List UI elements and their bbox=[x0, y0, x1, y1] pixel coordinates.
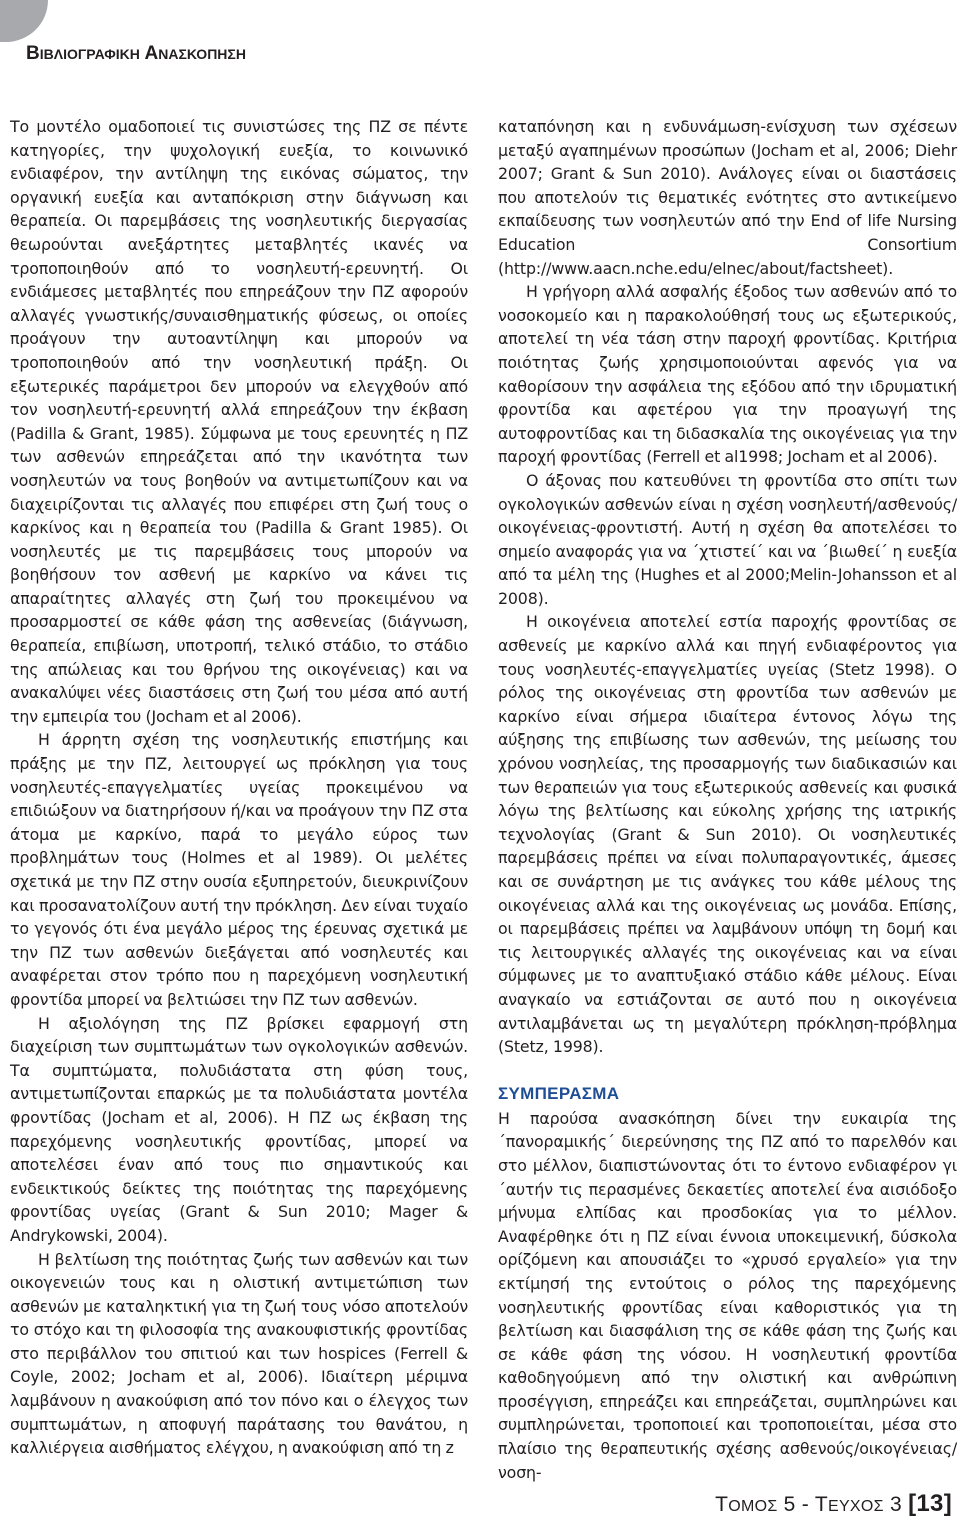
page-footer bbox=[715, 1490, 952, 1518]
body-paragraph: Η γρήγορη αλλά ασφαλής έξοδος των ασθενών από το νοσοκομείο και η παρακολούθησή τους ως εξωτερικούς, αποτελεί τη νέα τάση στην παροχή φροντίδας. Κριτήρια ποιότητας ζωής χρησιμοποιούνται αφενός για να καθορίσουν την ασφάλεια της εξόδου από την ιδρυματική φροντίδα και αφετέρου για την προαγωγή της αυτοφροντίδας και τη διδασκαλία της οικογένειας για την παροχή φροντίδας (Ferrell et al1998; Jocham et al 2006). bbox=[498, 282, 957, 467]
body-paragraph: Το μοντέλο ομαδοποιεί τις συνιστώσες της ΠΖ σε πέντε κατηγορίες, την ψυχολογική ευεξία, το κοινωνικό ενδιαφέρον, την αντίληψη της εικόνας σώματος, την οργανική ευεξία και ανταπόκριση στην διάγνωση και θεραπεία. Οι παρεμβάσεις της νοσηλευτικής διεργασίας θεωρούνται ανεξάρτητες μεταβλητές ικανές να τροποποιηθούν από το νοσηλευτή-ερευνητή. Οι ενδιάμεσες μεταβλητές που επηρεάζουν την ΠΖ αφορούν αλλαγές γνωστικής/συναισθηματικής φύσεως, οι οποίες προάγουν την αυτοαντίληψη και μπορούν να τροποποιηθούν από την νοσηλευτική πράξη. Οι εξωτερικές παράμετροι δεν μπορούν να ελεγχθούν από τον νοσηλευτή-ερευνητή αλλά επηρεάζουν την έκβαση (Padilla & Grant, 1985). Σύμφωνα με τους ερευνητές η ΠΖ των ασθενών επηρεάζεται από την ικανότητα των νοσηλευτών να τους βοηθούν να αντιμετωπίζουν και να διαχειρίζονται τις αλλαγές που επιφέρει στη ζωή τους ο καρκίνος και η θεραπεία του (Padilla & Grant 1985). Οι νοσηλευτές με τις παρεμβάσεις τους μπορούν να βοηθήσουν τον ασθενή με καρκίνο να κάνει τις απαραίτητες αλλαγές στη ζωή του προκειμένου να προσαρμοστεί σε κάθε φάση της ασθενείας (διάγνωση, θεραπεία, επιβίωση, υποτροπή, τελικό στάδιο, το στάδιο της απώλειας και του θρήνου της οικογένειας) και να ανακαλύψει νέες διαστάσεις στη ζωή του μέσα από αυτή την εμπειρία του (Jocham et al 2006). bbox=[10, 117, 468, 726]
footer-separator: - bbox=[801, 1493, 810, 1516]
decorative-corner-tab bbox=[0, 0, 48, 42]
conclusion-paragraph: Η παρούσα ανασκόπηση δίνει την ευκαιρία της ´πανοραμικής´ διερεύνησης της ΠΖ από το παρελθόν και στο μέλλον, διαπιστώνοντας ότι το έντονο ενδιαφέρον γι´αυτήν τις περασμένες δεκαετίες αποτελεί ένα αισιόδοξο μήνυμα ελπίδας και προσδοκίας για το μέλλον. Αναφέρθηκε ότι η ΠΖ είναι έννοια υποκειμενική, δύσκολα ορίζόμενη και απουσιάζει το «χρυσό εργαλείο» για την εκτίμησή της εντούτοις ο ρόλος της παρεχόμενης νοσηλευτικής φροντίδας είναι καθοριστικός για τη βελτίωση και διασφάλιση της σε κάθε φάση της ζωής και σε κάθε φάση της νόσου. Η νοσηλευτική φροντίδα καθοδηγούμενη από την ολιστική και ανθρώπινη προσέγγιση, επηρεάζει και επηρεάζεται, συμπληρώνει και συμπληρώνεται, τροποποιεί και τροποποιείται, μέσα στο πλαίσιο της θεραπευτικής σχέσης ασθενούς/οικογένειας/νοση- bbox=[498, 1108, 957, 1482]
left-text-column bbox=[10, 115, 468, 1458]
body-paragraph: Η οικογένεια αποτελεί εστία παροχής φροντίδας σε ασθενείς με καρκίνο αλλά και πηγή ενδιαφέροντος για τους νοσηλευτές-επαγγελματίες υγείας (Stetz 1998). Ο ρόλος της οικογένειας στη φροντίδα των ασθενών με καρκίνο είναι σήμερα ιδιαίτερα έντονος λόγω της αύξησης της επιβίωσης των ασθενών, της μείωσης του χρόνου νοσηλείας, της προσαρμογής των διαδικασιών και των θεραπειών για τους εξωτερικούς ασθενείς και φυσικά λόγω της βελτίωσης και εύκολης χρήσης της ιατρικής τεχνολογίας (Grant & Sun 2010). Οι νοσηλευτικές παρεμβάσεις πρέπει να είναι πολυπαραγοντικές, άμεσες και σε συνάρτηση με τις ανάγκες του κάθε μέλους της οικογένειας αλλά και της οικογένειας ως μονάδα. Επίσης, οι παρεμβάσεις πρέπει να λαμβάνουν υπόψη τη δομή και τις λειτουργικές αλλαγές της οικογένειας και να είναι σύμφωνες με το αναπτυξιακό στάδιο κάθε μέλους. Είναι αναγκαίο να εστιάζονται σε αυτό που η οικογένεια αντιλαμβάνεται ως τη μεγαλύτερη πρόκληση-πρόβλημα (Stetz, 1998). bbox=[498, 612, 957, 1057]
body-paragraph: Η αξιολόγηση της ΠΖ βρίσκει εφαρμογή στη διαχείριση των συμπτωμάτων των ογκολογικών ασθενών. Τα συμπτώματα, πολυδιάστατα στη φύση τους, αντιμετωπίζονται επαρκώς με τα πολυδιάστατα μοντέλα φροντίδας (Jocham et al, 2006). Η ΠΖ ως έκβαση της παρεχόμενης νοσηλευτικής φροντίδας, μπορεί να αποτελέσει έναν από τους πιο σημαντικούς και ενδεικτικούς δείκτες της ποιότητας της παρεχόμενης φροντίδας υγείας (Grant & Sun 2010; Mager & Andrykowski, 2004). bbox=[10, 1013, 468, 1245]
body-paragraph: καταπόνηση και η ενδυνάμωση-ενίσχυση των σχέσεων μεταξύ αγαπημένων προσώπων (Jocham et al, 2006; Diehr 2007; Grant & Sun 2010). Ανάλογες είναι οι διαστάσεις που αποτελούν τις θεματικές ενότητες στο αντικείμενο εκπαίδευσης των νοσηλευτών από την End of life Nursing Education Consortium (http://www.aacn.nche.edu/elnec/about/factsheet). bbox=[498, 117, 957, 278]
volume-number: 5 bbox=[783, 1493, 796, 1516]
right-text-column bbox=[498, 115, 957, 1482]
issue-number: 3 bbox=[889, 1493, 902, 1516]
section-running-head: ΒΙΒΛΙΟΓΡΑΦΙΚΗ ΑΝΑΣΚΟΠΗΣΗ bbox=[26, 43, 246, 64]
body-paragraph: Η άρρητη σχέση της νοσηλευτικής επιστήμης και πράξης με την ΠΖ, λειτουργεί ως πρόκληση για τους νοσηλευτές-επαγγελματίες υγείας προκειμένου να επιδιώξουν να διατηρήσουν ή/και να προάγουν την ΠΖ στα άτομα με καρκίνο, παρά το μεγάλο εύρος των προβλημάτων τους (Holmes et al 1989). Οι μελέτες σχετικά με την ΠΖ στην ουσία εξυπηρετούν, διευκρινίζουν και προσανατολίζουν αυτή την πρόκληση. Δεν είναι τυχαίο το γεγονός ότι ένα μεγάλο μέρος της έρευνας σχετικά με την ΠΖ των ασθενών διεξάγεται από νοσηλευτές και αναφέρεται στον τρόπο που η παρεχόμενη νοσηλευτική φροντίδα μπορεί να βελτιώσει την ΠΖ των ασθενών. bbox=[10, 730, 468, 1009]
page-number: [13] bbox=[908, 1490, 952, 1517]
body-paragraph: Ο άξονας που κατευθύνει τη φροντίδα στο σπίτι των ογκολογικών ασθενών είναι η σχέση νοσηλευτή/ασθενούς/οικογένειας-φροντιστή. Αυτή η σχέση θα αποτελέσει το σημείο αναφοράς για να ´χτιστεί´ και να ´βιωθεί´ η ευεξία από τα μέλη της (Hughes et al 2000;Melin-Johansson et al 2008). bbox=[498, 470, 957, 608]
conclusion-heading: ΣΥΜΠΕΡΑΣΜΑ bbox=[498, 1083, 620, 1103]
volume-label: ΤΟΜΟΣ bbox=[715, 1493, 778, 1516]
body-paragraph: Η βελτίωση της ποιότητας ζωής των ασθενών και των οικογενειών τους και η ολιστική αντιμετώπιση των ασθενών με καταληκτική για τη ζωή τους νόσο αποτελούν το στόχο και τη φιλοσοφία της ανακουφιστικής φροντίδας στο περιβάλλον του σπιτιού και των hospices (Ferrell & Coyle, 2002; Jocham et al, 2006). Ιδιαίτερη μέριμνα λαμβάνουν η ανακούφιση από τον πόνο και ο έλεγχος των συμπτωμάτων, η αποφυγή παράτασης του θανάτου, η καλλιέργεια αισθήματος ελέγχου, η ανακούφιση από τη z bbox=[10, 1249, 468, 1458]
issue-label: ΤΕΥΧΟΣ bbox=[814, 1493, 884, 1516]
